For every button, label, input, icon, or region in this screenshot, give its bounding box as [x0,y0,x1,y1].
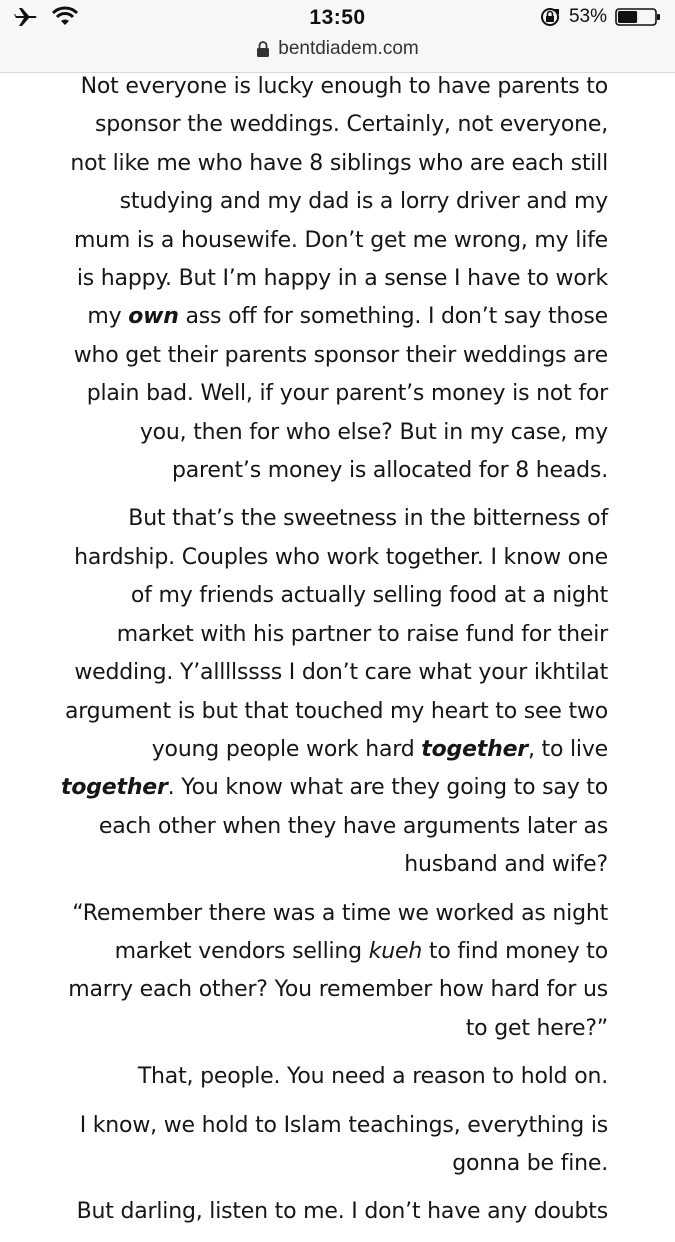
battery-percent: 53% [568,6,607,27]
quote-text-cont: to find money to marry each other? You remember how hard for us to get here?” [68,938,608,1041]
italic-kueh: kueh [368,938,423,964]
status-bar [0,0,675,36]
paragraph-5: I know, we hold to Islam teachings, everything is gonna be fine. [79,1112,608,1176]
paragraph-1 [60,68,608,490]
paragraph-1-text: Not everyone is lucky enough to have parents to sponsor the weddings. Certainly, not everyone, not like me who have 8 siblings who are each still studying and my dad is a lorry driver and my mum is a housewife. Don’t get me wrong, my life is happy. But I’m happy in a sense I have to work my [70,74,608,330]
paragraph-2-text: But that’s the sweetness in the bitterness of hardship. Couples who work together. I know one of my friends actually selling food at a night market with his partner to raise fund for their wedding. Y’allllssss I don’t care what your ikhtilat argument is but that touched my heart to see two young people work hard [64,506,608,762]
emphasis-together-2: together [61,775,168,801]
status-time: 13:50 [309,6,366,29]
status-bar-right [539,6,661,28]
paragraph-2-text-cont: , to live [527,736,608,762]
battery-icon [615,6,661,28]
paragraph-6: But darling, listen to me. I don’t have any doubts [76,1199,608,1225]
emphasis-own: own [128,304,179,330]
paragraph-3-quote [60,895,608,1049]
orientation-lock-icon [539,6,561,28]
article-body [60,68,608,1242]
paragraph-2-text-end: . You know what are they going to say to each other when they have arguments later as husband and wife? [98,775,608,878]
paragraph-4: That, people. You need a reason to hold on. [137,1064,608,1090]
paragraph-1-text-cont: ass off for something. I don’t say those who get their parents sponsor their weddings are plain bad. Well, if your parent’s money is not for you, then for who else? But in my case, my parent’s money is allocated for 8 heads. [73,304,608,484]
emphasis-together-1: together [421,736,528,762]
lock-icon [256,40,270,58]
quote-text: “Remember there was a time we worked as night market vendors selling [72,900,608,964]
url-domain: bentdiadem.com [278,38,419,59]
paragraph-2 [60,500,608,884]
